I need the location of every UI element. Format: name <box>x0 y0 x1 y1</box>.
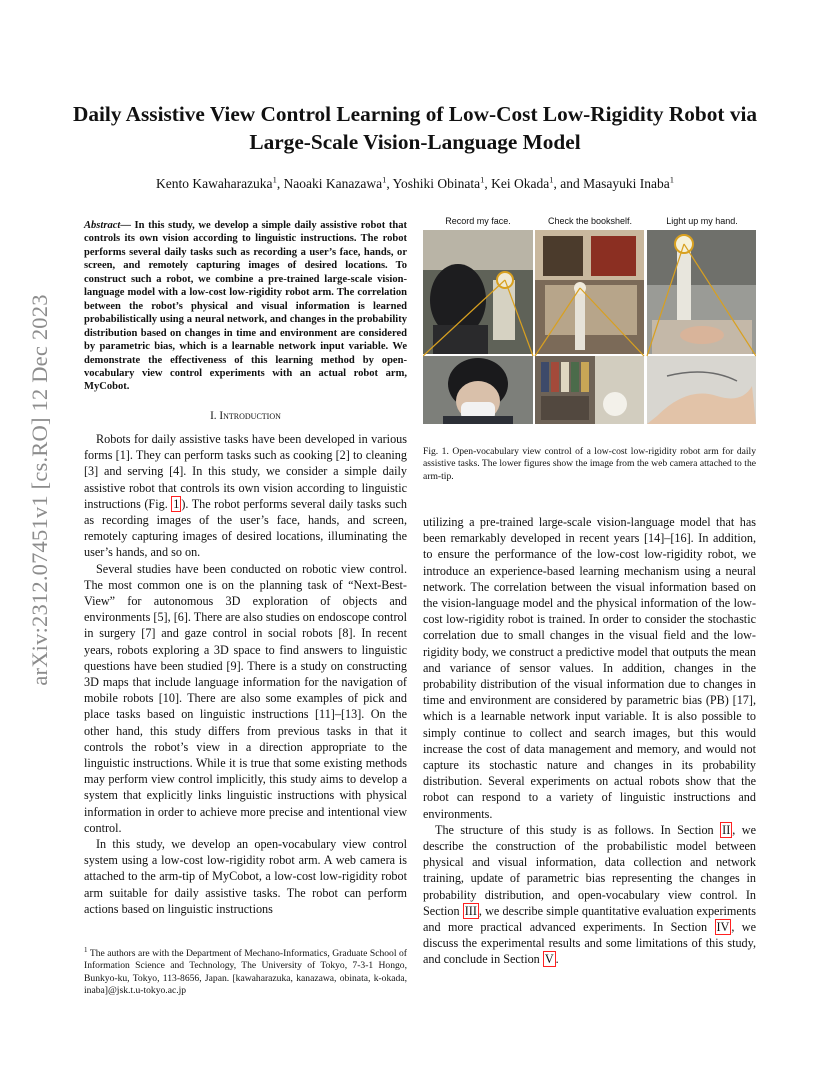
author-name: Kento Kawaharazuka <box>155 176 273 191</box>
figure-link[interactable]: 1 <box>173 496 180 511</box>
abstract-text: — In this study, we develop a simple daily assistive robot that controls its own vision according to linguistic instructions. The robot performs several daily tasks such as recording a user’s face, hands, or screen, and remotely capturing images of desired locations. To construct such a robot, we combine a pre-trained large-scale vision-language model with a low-cost low-rigidity robot arm. The correlation between the robot’s physical and visual information is learned probabilistically using a neural network, and changes in the probability distribution based on changes in time and environment are considered by parametric bias, which is a learnable network input variable. We demonstrate the effectiveness of this learning method by open-vocabulary view control experiments with an actual robot arm, MyCobot. <box>84 220 407 393</box>
section-link[interactable]: IV <box>716 920 730 935</box>
intro-paragraph: Several studies have been conducted on robotic view control. The most common one is on the planning task of “Next-Best-View” for autonomous 3D exploration of objects and environments [5], [6]. There are also studies on endoscope control in surgery [7] and gaze control in social robots [8]. In recent years, robots exploring a 3D space to find answers to linguistic questions have been studied [9]. There is a study on constructing 3D maps that include language information for the navigation of mobile robots [10]. There are also some examples of pick and place tasks based on linguistic instructions [11]–[13]. On the other hand, this study differs from previous tasks in that it controls the robot’s view in a direction appropriate to the linguistic instructions. While it is true that some existing methods may perform view control implicitly, this study aims to develop a system that explicitly links linguistic instructions with physical information in order to achieve more precise and intentional view control. <box>84 561 407 835</box>
author-name: Naoaki Kanazawa <box>283 176 383 191</box>
right-column <box>423 514 756 968</box>
connector-lines <box>423 216 756 424</box>
section-link[interactable]: II <box>722 822 731 837</box>
abstract-label: Abstract <box>84 220 121 231</box>
intro-paragraph: utilizing a pre-trained large-scale vision-language model that has been remarkably developed in recent years [14]–[16]. In addition, to ensure the performance of the low-cost low-rigidity robot, we introduce an experience-based learning mechanism using a neural network. The correlation between the visual information based on the vision-language model and the physical information of the low-cost low-rigidity robot is trained. In order to consider the stochastic correlation due to small changes in the visual field and the low-rigidity body, we construct a predictive model that outputs the mean and variance of sensor values. In addition, changes in the probability distribution of the visual information due to changes in time and environment are considered by parametric bias (PB) [17], which is a learnable network input variable. It is also possible to simply continue to collect and search images, but this would increase the cost of data management and memory, and would not capture its stochastic nature and changes in its probability distribution. Several experiments on actual robots show that the robot can respond to a variety of linguistic instructions and environments. <box>423 515 756 821</box>
intro-paragraph: The structure of this study is as follows. In Section II , we describe the construction of the probabilistic model between physical and visual information, data collection and network training, update of parametric bias representing the changes in probability distribution, and open-vocabulary view control. In Section III , we describe simple quantitative evaluation experiments and more practical advanced experiments. In Section IV , we discuss the experimental results and some limitations of this study, and conclude in Section V . <box>423 822 757 967</box>
figure-label-check-bookshelf: Check the bookshelf. <box>547 216 633 226</box>
author-name: Kei Okada <box>491 176 550 191</box>
figure-caption: Fig. 1. Open-vocabulary view control of a low-cost low-rigidity robot arm for daily assistive tasks. The lower figures show the image from the web camera attached to the arm-tip. <box>423 446 756 482</box>
intro-paragraph: In this study, we develop an open-vocabulary view control system using a low-cost low-rigidity robot arm. A web camera is attached to the arm-tip of MyCobot, a low-cost low-rigidity robot arm suitable for daily assistive tasks. The robot can perform actions based on linguistic instructions <box>84 836 407 916</box>
arxiv-stamp <box>22 280 58 700</box>
intro-paragraph: Robots for daily assistive tasks have been developed in various forms [1]. They can perform tasks such as cooking [2] to cleaning [3] and serving [4]. In this study, we consider a simple daily assistive robot that controls its own vision according to linguistic instructions (Fig. 1 ). The robot performs several daily tasks such as recording images of the user’s face, hands, and screen, remotely capturing images of desired locations, illuminating the user’s hands, and so on. <box>84 431 407 560</box>
left-column <box>84 219 407 917</box>
arxiv-id-text: arXiv:2312.07451v1 [cs.RO] 12 Dec 2023 <box>27 294 52 686</box>
figure-1 <box>423 216 756 424</box>
author-list: Kento Kawaharazuka$^1$, Naoaki Kanazawa$^1$, Yoshiki Obinata$^1$, Kei Okada$^1$, and Masayuki Inaba$^1$ <box>155 174 674 191</box>
figure-label-light-hand: Light up my hand. <box>666 216 738 226</box>
section-heading-introduction: I. Introduction <box>210 409 281 422</box>
paper-title: Daily Assistive View Control Learning of Low-Cost Low-Rigidity Robot via Large-Scale Vision-Language Model <box>72 102 758 154</box>
abstract <box>84 219 407 394</box>
figure-label-record-face: Record my face. <box>445 216 511 226</box>
section-link[interactable]: V <box>544 952 554 967</box>
section-link[interactable]: III <box>464 903 477 918</box>
affiliation-footnote: $^1$ The authors are with the Department of Mechano-Informatics, Graduate School of Information Science and Technology, The University of Tokyo, 7-3-1 Hongo, Bunkyo-ku, Tokyo, 113-8656, Japan. [kawaharazuka, kanazawa, obinata, k-okada, inaba]@jsk.t.u-tokyo.ac.jp <box>84 945 407 997</box>
author-name: Masayuki Inaba <box>583 176 670 191</box>
author-name: Yoshiki Obinata <box>392 176 481 191</box>
